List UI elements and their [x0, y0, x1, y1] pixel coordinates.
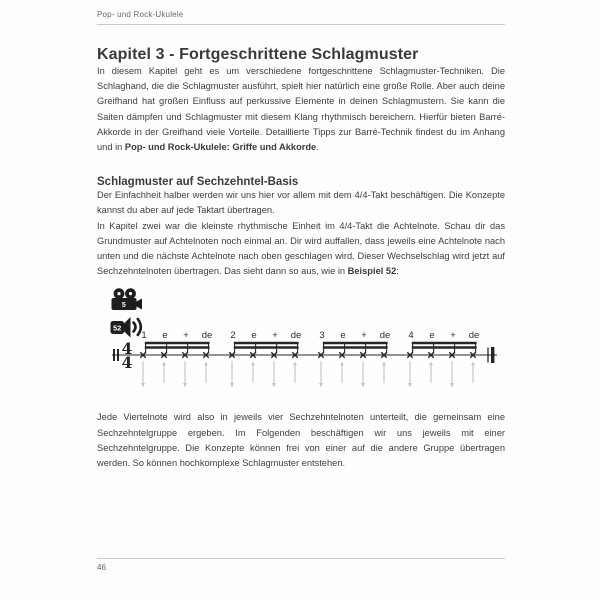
svg-text:4: 4 — [121, 339, 133, 359]
rhythm-notation — [97, 327, 507, 393]
svg-text:4: 4 — [121, 353, 133, 373]
running-head: Pop- und Rock-Ukulele — [97, 0, 505, 25]
footer-rule — [97, 558, 505, 572]
svg-text:+: + — [272, 330, 278, 342]
svg-text:e: e — [429, 330, 435, 342]
svg-text:e: e — [251, 330, 257, 342]
video-camera-icon — [110, 288, 142, 311]
svg-text:de: de — [290, 330, 302, 342]
svg-text:3: 3 — [319, 330, 325, 342]
achtelnote-paragraph: In Kapitel zwei war die kleinste rhythmische Einheit im 4/4-Takt die Achtelnote. Schau dir das Grundmuster auf Achtelnoten noch einmal an. Dir wird auffallen, dass jeweils eine Achtelnote nach unten und die nächste Achtelnote nach oben geschlagen wird. Dieser Wechselschlag wird jetzt auf Sechzehntelnoten übertragen. Das sieht dann so aus, wie in Beispiel 52: — [97, 220, 505, 277]
sechzehntelgruppe-paragraph: Jede Viertelnote wird also in jeweils vier Sechzehntelnoten unterteilt, die gemeinsam eine Sechzehntelgruppe ergeben. Im Folgenden beschäftigen wir uns jeweils mit einer Sechzehntelgruppe. Die Konzepte können frei von einer auf die andere Gruppe übertragen werden. So können hochkomplexe Schlagmuster entstehen. — [97, 412, 505, 469]
svg-text:2: 2 — [230, 330, 236, 342]
svg-text:+: + — [450, 330, 456, 342]
svg-text:1: 1 — [141, 330, 147, 342]
svg-text:de: de — [468, 330, 480, 342]
section-heading: Schlagmuster auf Sechzehntel-Basis — [97, 176, 299, 189]
svg-text:e: e — [162, 330, 168, 342]
audio-number-badge: 52 — [113, 323, 122, 333]
svg-text:de: de — [379, 330, 391, 342]
page-number: 46 — [97, 563, 106, 572]
example-52-block — [97, 288, 505, 410]
svg-text:4: 4 — [408, 330, 414, 342]
svg-text:+: + — [183, 330, 189, 342]
video-number-badge: 5 — [121, 302, 126, 310]
takt-paragraph: Der Einfachheit halber werden wir uns hier vor allem mit dem 4/4-Takt beschäftigen. Die Konzepte kannst du aber auf jede Taktart übertragen. — [97, 190, 505, 216]
svg-text:e: e — [340, 330, 346, 342]
intro-paragraph: In diesem Kapitel geht es um verschiedene fortgeschrittene Schlagmuster-Techniken. Die Schlaghand, die die Schlagmuster ausführt, spielt hier natürlich eine große Rolle. Aber auch deine Greifhand hat großen Einfluss auf perkussive Elemente in deinen Schlagmustern. Sie kann die Saiten dämpfen und Schlagmuster mit diesem Klang rhythmisch bereichern. Hierfür bieten Barré-Akkorde in der Greifhand viele Vorteile. Detaillierte Tipps zur Barré-Technik findest du im Anhang und in Pop- und Rock-Ukulele: Griffe und Akkorde. — [97, 66, 505, 153]
chapter-title: Kapitel 3 - Fortgeschrittene Schlagmuster — [97, 46, 419, 63]
svg-text:de: de — [201, 330, 213, 342]
svg-text:+: + — [361, 330, 367, 342]
